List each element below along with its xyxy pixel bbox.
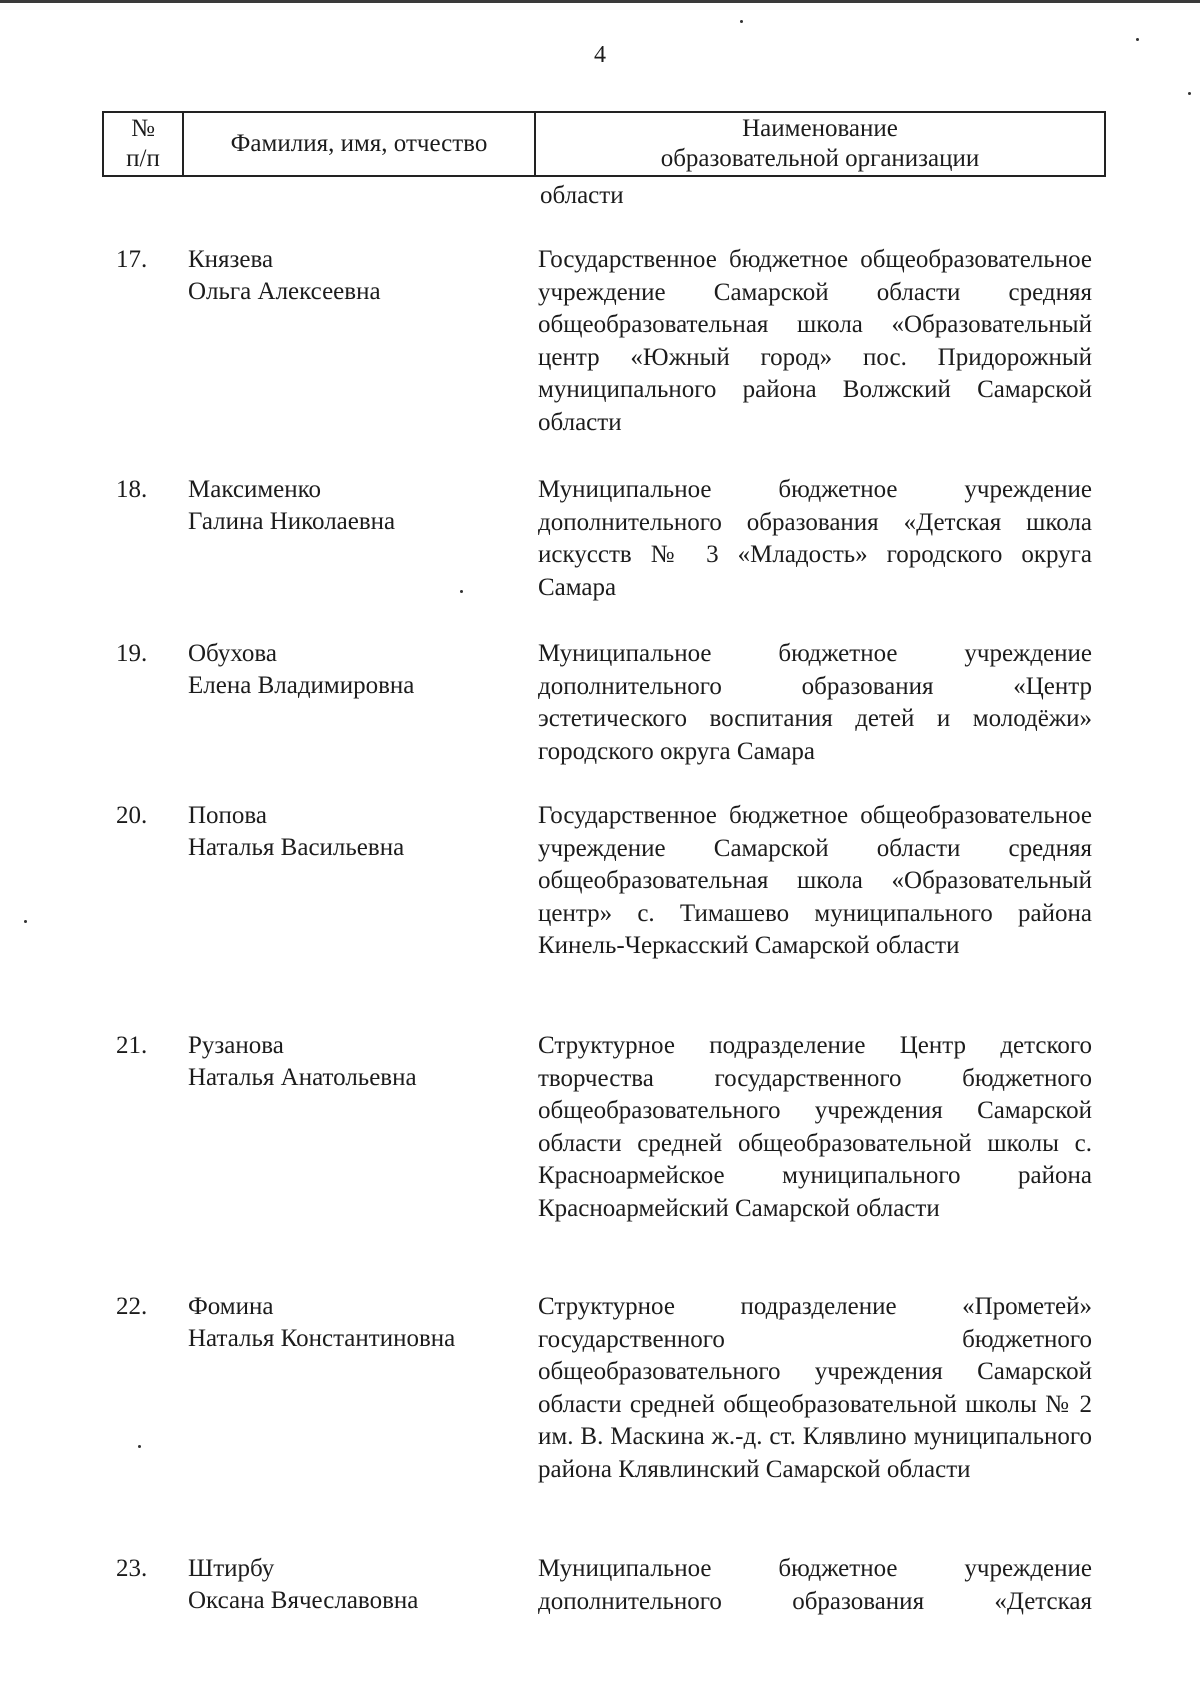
person-surname: Попова xyxy=(188,802,268,829)
page-number: 4 xyxy=(594,42,606,68)
header-organization-line2: образовательной организации xyxy=(660,145,980,172)
person-given-names: Ольга Алексеевна xyxy=(188,278,381,305)
row-number: 17. xyxy=(116,246,148,273)
person-surname: Фомина xyxy=(188,1293,274,1320)
person-surname: Обухова xyxy=(188,640,277,667)
person-given-names: Наталья Константиновна xyxy=(188,1325,456,1352)
person-surname: Рузанова xyxy=(188,1032,284,1059)
person-name xyxy=(188,1291,518,1355)
person-name xyxy=(188,244,518,308)
person-given-names: Елена Владимировна xyxy=(188,672,415,699)
row-number: 21. xyxy=(116,1032,148,1059)
header-organization-line1: Наименование xyxy=(742,115,898,142)
person-given-names: Наталья Анатольевна xyxy=(188,1064,417,1091)
person-given-names: Наталья Васильевна xyxy=(188,834,405,861)
person-name xyxy=(188,800,518,864)
header-number-abbrev: п/п xyxy=(126,145,160,172)
person-given-names: Оксана Вячеславовна xyxy=(188,1587,419,1614)
scan-speck xyxy=(740,20,743,23)
continued-organization-text: области xyxy=(540,182,624,209)
table-header xyxy=(102,111,1106,177)
row-number: 19. xyxy=(116,640,148,667)
scan-speck xyxy=(138,1445,141,1448)
organization-name: Муниципальное бюджетное учреждение дополнительного образования «Центр эстетического воспитания детей и молодёжи» городского округа Самара xyxy=(538,640,1092,765)
scan-speck xyxy=(460,590,463,593)
header-number-symbol: № xyxy=(131,115,155,142)
scan-edge-line xyxy=(0,0,1200,3)
person-given-names: Галина Николаевна xyxy=(188,508,396,535)
row-number: 22. xyxy=(116,1293,148,1320)
scan-speck xyxy=(1136,38,1139,41)
row-number: 23. xyxy=(116,1555,148,1582)
row-number: 20. xyxy=(116,802,148,829)
row-number: 18. xyxy=(116,476,148,503)
organization-name: Структурное подразделение Центр детского творчества государственного бюджетного общеобразовательного учреждения Самарской области средней общеобразовательной школы с. Красноармейское муниципального района Красноармейский Самарской области xyxy=(538,1032,1092,1222)
person-surname: Максименко xyxy=(188,476,321,503)
organization-name: Муниципальное бюджетное учреждение дополнительного образования «Детская школа искусств № 3 «Младость» городского округа Самара xyxy=(538,476,1092,601)
person-name xyxy=(188,474,518,538)
organization-name: Государственное бюджетное общеобразовательное учреждение Самарской области средняя общеобразовательная школа «Образовательный центр» с. Тимашево муниципального района Кинель-Черкасский Самарской области xyxy=(538,802,1092,960)
organization-name: Муниципальное бюджетное учреждение дополнительного образования «Детская xyxy=(538,1555,1092,1615)
scan-speck xyxy=(24,920,27,923)
header-name-column: Фамилия, имя, отчество xyxy=(184,113,536,175)
person-name xyxy=(188,638,518,702)
organization-name: Структурное подразделение «Прометей» государственного бюджетного общеобразовательного учреждения Самарской области средней общеобразовательной школы № 2 им. В. Маскина ж.-д. ст. Клявлино муниципального района Клявлинский Самарской области xyxy=(538,1293,1092,1483)
person-name xyxy=(188,1030,518,1094)
scan-speck xyxy=(1188,92,1191,95)
person-name xyxy=(188,1553,518,1617)
person-surname: Князева xyxy=(188,246,274,273)
organization-name: Государственное бюджетное общеобразовательное учреждение Самарской области средняя общеобразовательная школа «Образовательный центр «Южный город» пос. Придорожный муниципального района Волжский Самарской области xyxy=(538,246,1092,436)
header-number-column xyxy=(104,113,184,175)
header-organization-column xyxy=(536,113,1104,175)
person-surname: Штирбу xyxy=(188,1555,275,1582)
